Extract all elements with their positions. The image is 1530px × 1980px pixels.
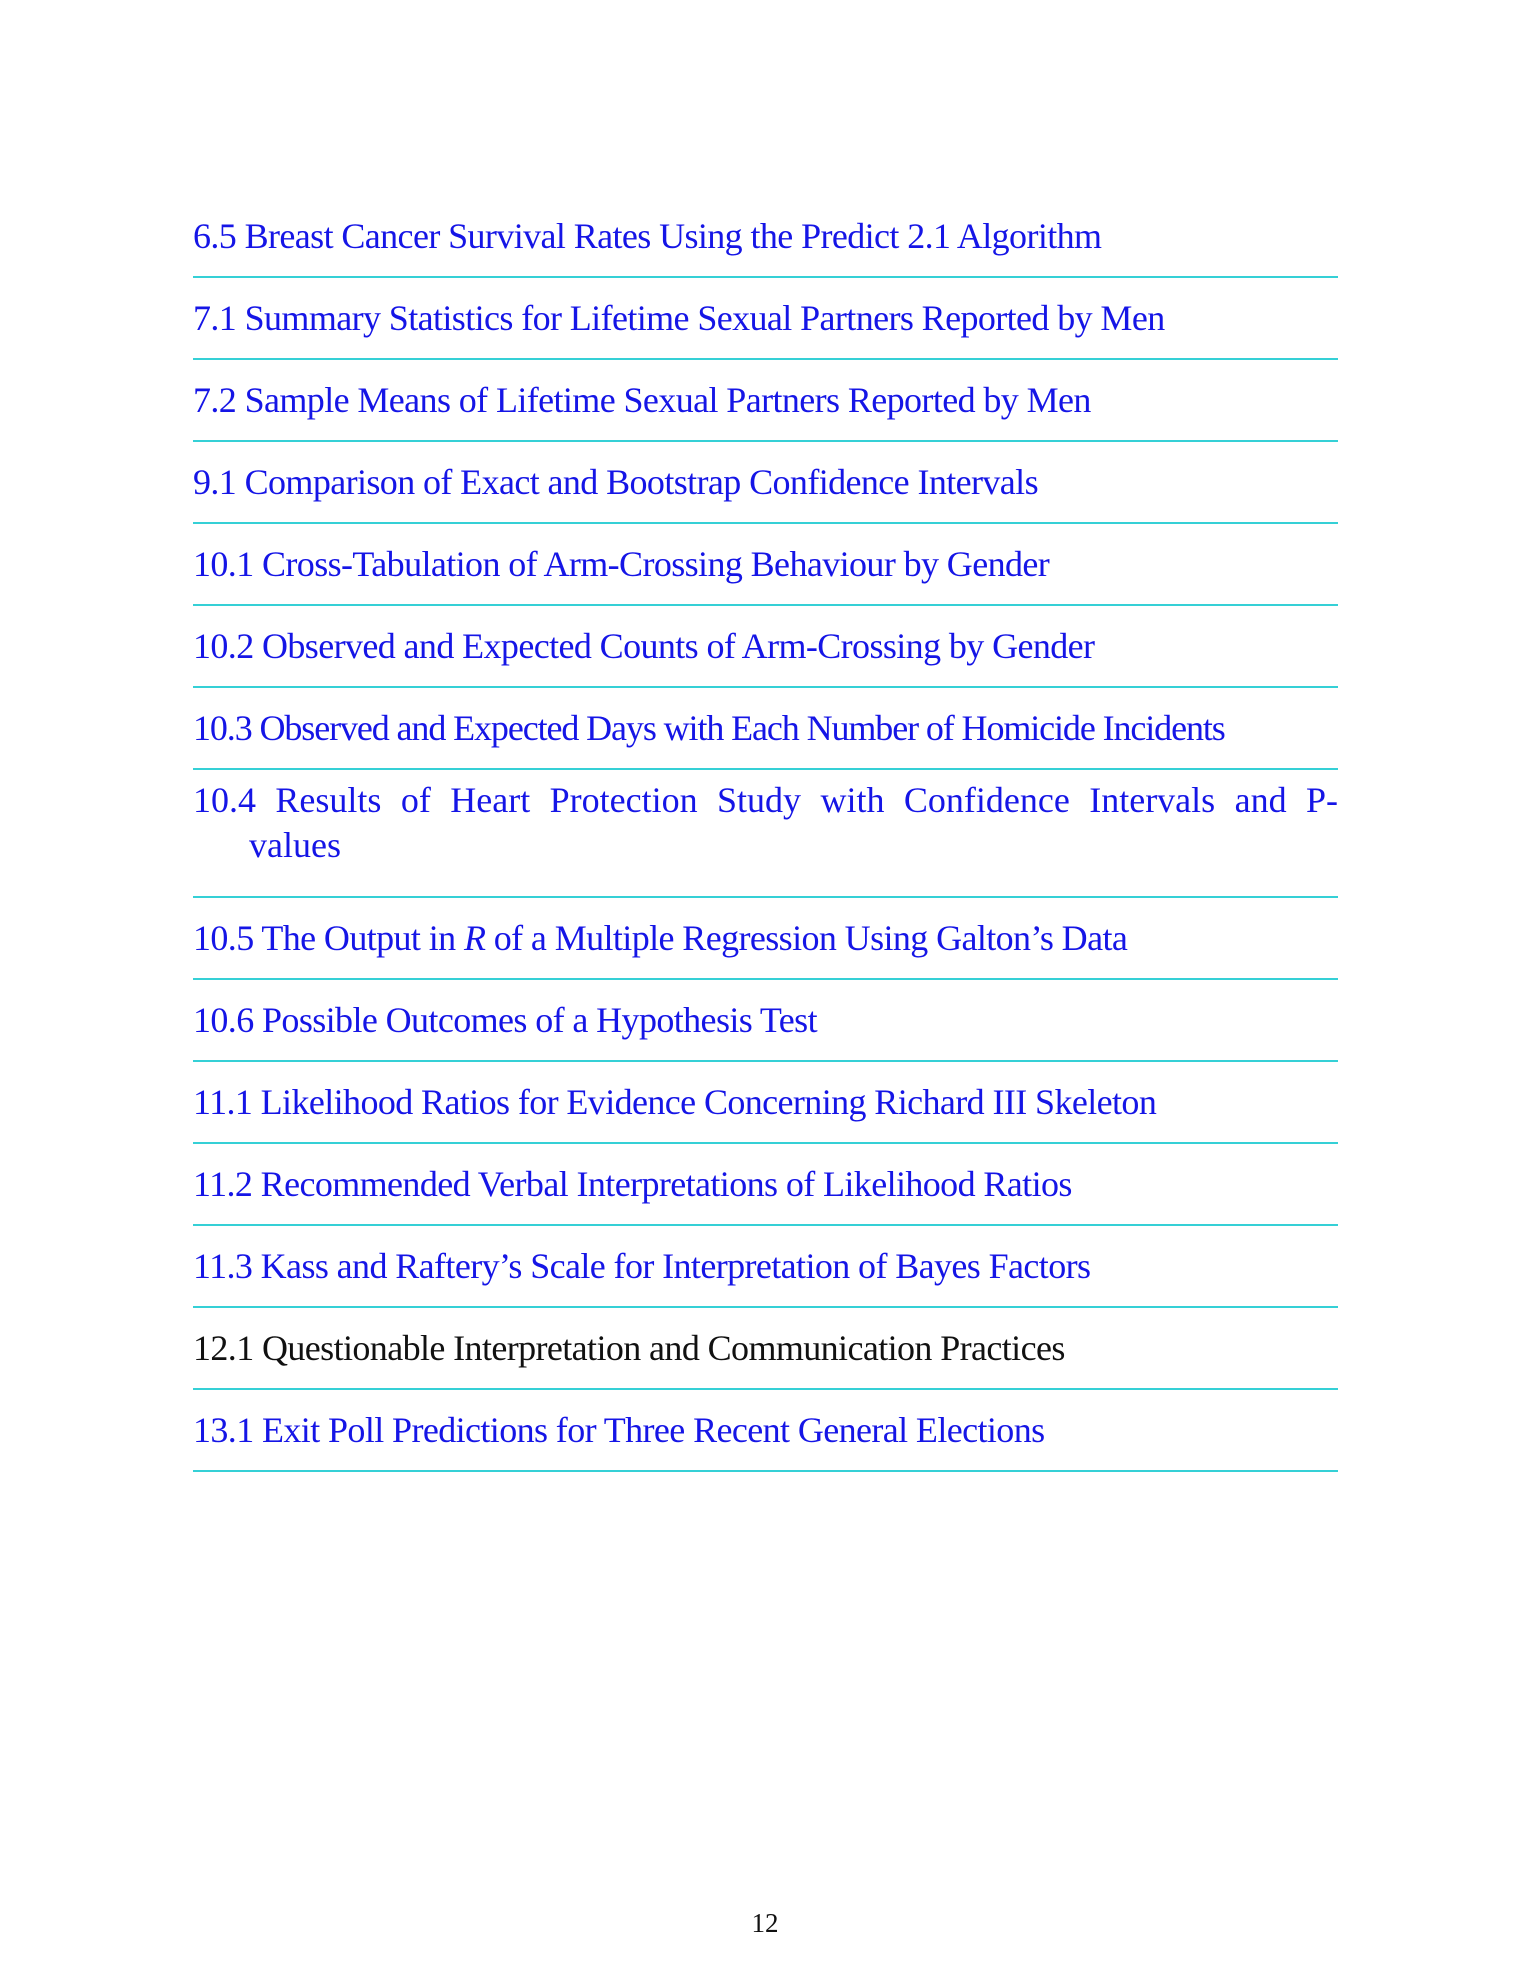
toc-entry-6-5[interactable] xyxy=(193,196,1338,278)
toc-entry-link[interactable]: 7.2 Sample Means of Lifetime Sexual Partners Reported by Men xyxy=(193,379,1091,420)
toc-entry-link[interactable]: 6.5 Breast Cancer Survival Rates Using the Predict 2.1 Algorithm xyxy=(193,215,1102,256)
toc-entry-7-1[interactable] xyxy=(193,278,1338,360)
toc-entry-link[interactable]: 7.1 Summary Statistics for Lifetime Sexual Partners Reported by Men xyxy=(193,297,1165,338)
toc-entry-10-2[interactable] xyxy=(193,606,1338,688)
toc-entry-11-2[interactable] xyxy=(193,1144,1338,1226)
toc-entry-12-1 xyxy=(193,1308,1338,1390)
table-of-tables-list xyxy=(193,196,1338,1472)
page-number: 12 xyxy=(751,1908,779,1938)
toc-entry-label-part: of a Multiple Regression Using Galton’s Data xyxy=(485,917,1128,958)
toc-entry-11-3[interactable] xyxy=(193,1226,1338,1308)
toc-entry-link[interactable]: 11.2 Recommended Verbal Interpretations of Likelihood Ratios xyxy=(193,1163,1072,1204)
toc-entry-link[interactable]: 10.4 Results of Heart Protection Study with Confidence Intervals and P-values xyxy=(193,780,1338,865)
toc-entry-7-2[interactable] xyxy=(193,360,1338,442)
toc-entry-link[interactable]: 11.3 Kass and Raftery’s Scale for Interpretation of Bayes Factors xyxy=(193,1245,1091,1286)
toc-entry-9-1[interactable] xyxy=(193,442,1338,524)
toc-entry-label-italic: R xyxy=(463,917,486,958)
toc-entry-11-1[interactable] xyxy=(193,1062,1338,1144)
toc-entry-link[interactable] xyxy=(193,916,1127,961)
toc-entry-link[interactable]: 10.3 Observed and Expected Days with Each Number of Homicide Incidents xyxy=(193,707,1225,748)
toc-entry-text: 12.1 Questionable Interpretation and Communication Practices xyxy=(193,1327,1065,1368)
toc-entry-13-1[interactable] xyxy=(193,1390,1338,1472)
toc-entry-link[interactable]: 13.1 Exit Poll Predictions for Three Recent General Elections xyxy=(193,1409,1045,1450)
toc-entry-link[interactable]: 10.1 Cross-Tabulation of Arm-Crossing Behaviour by Gender xyxy=(193,543,1050,584)
toc-entry-10-6[interactable] xyxy=(193,980,1338,1062)
toc-entry-link[interactable]: 10.2 Observed and Expected Counts of Arm-Crossing by Gender xyxy=(193,625,1095,666)
toc-entry-link[interactable]: 11.1 Likelihood Ratios for Evidence Concerning Richard III Skeleton xyxy=(193,1081,1157,1122)
toc-entry-10-5[interactable] xyxy=(193,898,1338,980)
toc-entry-link[interactable]: 10.6 Possible Outcomes of a Hypothesis Test xyxy=(193,999,817,1040)
toc-entry-10-1[interactable] xyxy=(193,524,1338,606)
toc-entry-10-4[interactable] xyxy=(193,770,1338,898)
toc-entry-link[interactable]: 9.1 Comparison of Exact and Bootstrap Confidence Intervals xyxy=(193,461,1038,502)
toc-entry-label-part: 10.5 The Output in xyxy=(193,917,464,958)
toc-entry-10-3[interactable] xyxy=(193,688,1338,770)
